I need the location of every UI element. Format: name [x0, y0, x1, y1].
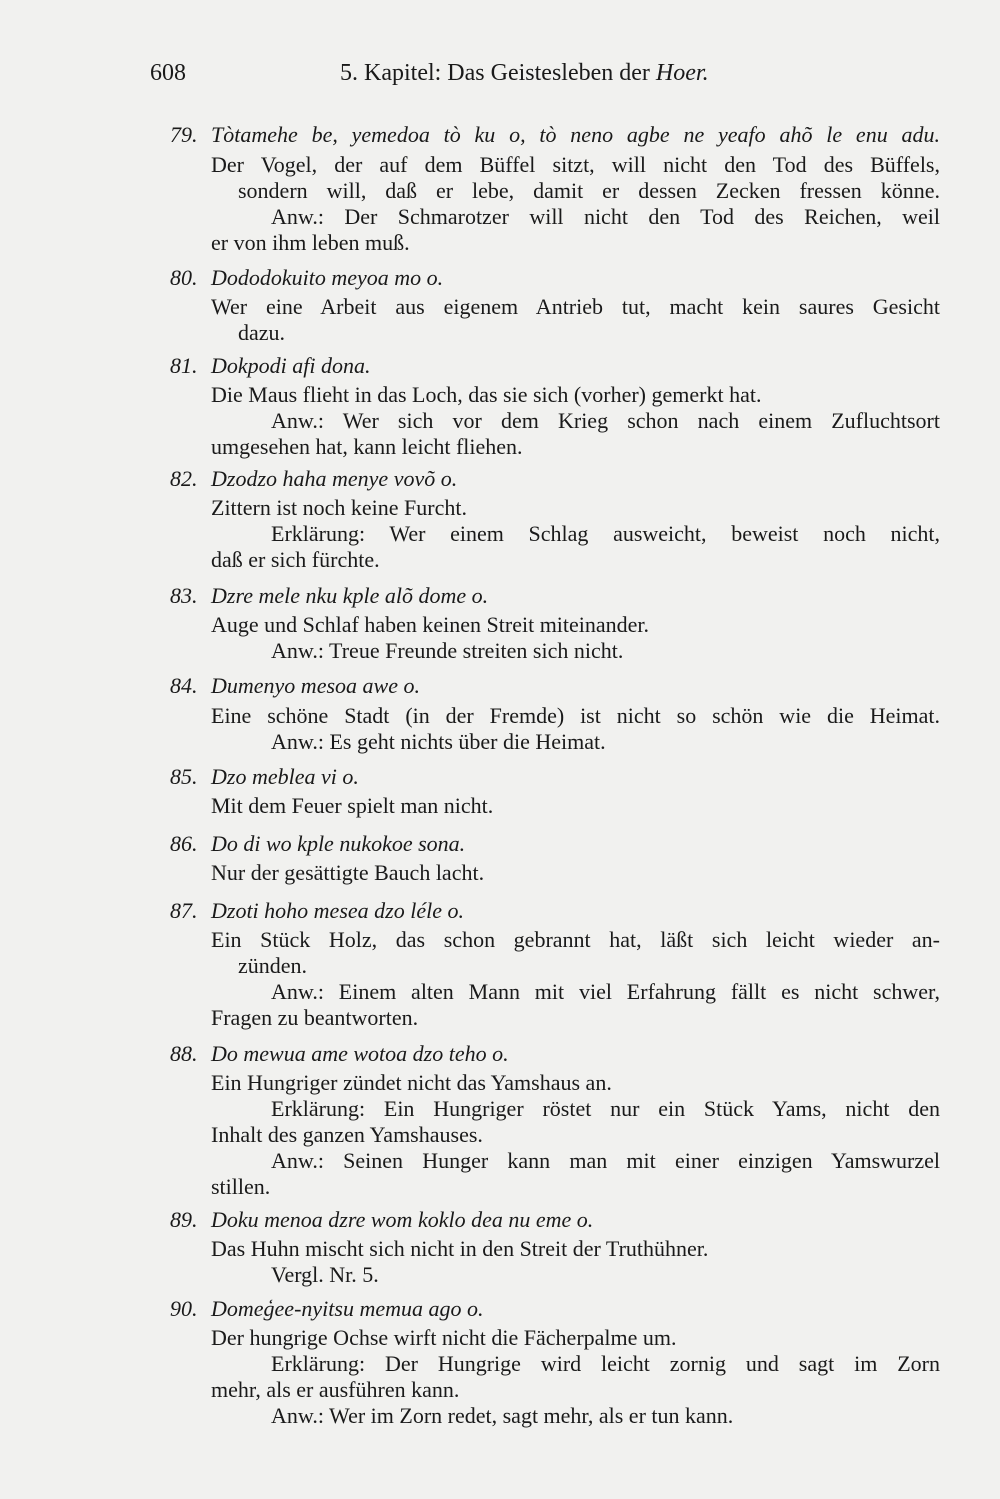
cross-reference: Vergl. Nr. 5. — [271, 1262, 379, 1287]
translation-line: Das Huhn mischt sich nicht in den Streit der Truthühner. — [211, 1236, 709, 1261]
proverb-ewe: Domeģee-nyitsu memua ago o. — [211, 1296, 484, 1321]
annotation-line: Anw.: Treue Freunde streiten sich nicht. — [271, 638, 624, 663]
annotation-line: Anw.: Wer im Zorn redet, sagt mehr, als er tun kann. — [271, 1403, 734, 1428]
translation-line: Der hungrige Ochse wirft nicht die Fächerpalme um. — [211, 1325, 677, 1350]
proverb-number: 79. — [170, 122, 198, 147]
proverb-number: 88. — [170, 1041, 198, 1066]
translation-line: Mit dem Feuer spielt man nicht. — [211, 793, 494, 818]
annotation-line: Erklärung: Wer einem Schlag ausweicht, beweist noch nicht, — [271, 521, 940, 546]
annotation-line: daß er sich fürchte. — [211, 547, 380, 572]
proverb-number: 81. — [170, 353, 198, 378]
proverb-number: 85. — [170, 764, 198, 789]
annotation-line: Fragen zu beantworten. — [211, 1005, 419, 1030]
proverb-ewe: Tòtamehe be, yemedoa tò ku o, tò neno agbe ne yeafo ahõ le enu adu. — [211, 122, 940, 147]
running-title — [340, 60, 709, 87]
page-number: 608 — [150, 60, 186, 86]
proverb-number: 83. — [170, 583, 198, 608]
proverb-ewe: Dzo meblea vi o. — [211, 764, 359, 789]
proverb-number: 80. — [170, 265, 198, 290]
annotation-line: Inhalt des ganzen Yamshauses. — [211, 1122, 483, 1147]
annotation-line: Anw.: Es geht nichts über die Heimat. — [271, 729, 606, 754]
translation-line: Ein Hungriger zündet nicht das Yamshaus an. — [211, 1070, 612, 1095]
translation-line: Wer eine Arbeit aus eigenem Antrieb tut, macht kein saures Gesicht — [211, 294, 940, 319]
translation-line: zünden. — [238, 953, 308, 978]
proverb-number: 87. — [170, 898, 198, 923]
translation-line: Nur der gesättigte Bauch lacht. — [211, 860, 485, 885]
annotation-line: er von ihm leben muß. — [211, 230, 410, 255]
translation-line: Der Vogel, der auf dem Büffel sitzt, will nicht den Tod des Büffels, — [211, 152, 940, 177]
annotation-line: umgesehen hat, kann leicht fliehen. — [211, 434, 523, 459]
proverb-ewe: Dumenyo mesoa awe o. — [211, 673, 420, 698]
annotation-line: stillen. — [211, 1174, 271, 1199]
proverb-ewe: Dzodzo haha menye vovõ o. — [211, 466, 458, 491]
running-title-people: Hoer. — [655, 60, 709, 86]
annotation-line: Anw.: Wer sich vor dem Krieg schon nach einem Zufluchtsort — [271, 408, 940, 433]
translation-line: Zittern ist noch keine Furcht. — [211, 495, 467, 520]
proverb-ewe: Dzoti hoho mesea dzo léle o. — [211, 898, 464, 923]
proverb-number: 86. — [170, 831, 198, 856]
annotation-line: Erklärung: Der Hungrige wird leicht zornig und sagt im Zorn — [271, 1351, 940, 1376]
translation-line: Auge und Schlaf haben keinen Streit miteinander. — [211, 612, 650, 637]
proverb-number: 84. — [170, 673, 198, 698]
running-title-prefix: 5. Kapitel: Das Geistesleben der — [340, 60, 656, 86]
proverb-ewe: Doku menoa dzre wom koklo dea nu eme o. — [211, 1207, 594, 1232]
page-header — [150, 60, 940, 90]
translation-line: dazu. — [238, 320, 286, 345]
translation-line: Die Maus flieht in das Loch, das sie sich (vorher) gemerkt hat. — [211, 382, 762, 407]
proverb-ewe: Dododokuito meyoa mo o. — [211, 265, 444, 290]
translation-line: Ein Stück Holz, das schon gebrannt hat, läßt sich leicht wieder an- — [211, 927, 940, 952]
annotation-line: Erklärung: Ein Hungriger röstet nur ein Stück Yams, nicht den — [271, 1096, 940, 1121]
translation-line: sondern will, daß er lebe, damit er dessen Zecken fressen könne. — [238, 178, 940, 203]
proverb-number: 90. — [170, 1296, 198, 1321]
proverb-number: 82. — [170, 466, 198, 491]
translation-line: Eine schöne Stadt (in der Fremde) ist nicht so schön wie die Heimat. — [211, 703, 940, 728]
annotation-line: Anw.: Der Schmarotzer will nicht den Tod des Reichen, weil — [271, 204, 940, 229]
annotation-line: Anw.: Einem alten Mann mit viel Erfahrung fällt es nicht schwer, — [271, 979, 940, 1004]
proverb-number: 89. — [170, 1207, 198, 1232]
proverb-ewe: Dokpodi afi dona. — [211, 353, 371, 378]
proverb-ewe: Dzre mele nku kple alõ dome o. — [211, 583, 489, 608]
proverb-ewe: Do mewua ame wotoa dzo teho o. — [211, 1041, 509, 1066]
proverb-ewe: Do di wo kple nukokoe sona. — [211, 831, 466, 856]
annotation-line: Anw.: Seinen Hunger kann man mit einer einzigen Yamswurzel — [271, 1148, 940, 1173]
annotation-line: mehr, als er ausführen kann. — [211, 1377, 460, 1402]
